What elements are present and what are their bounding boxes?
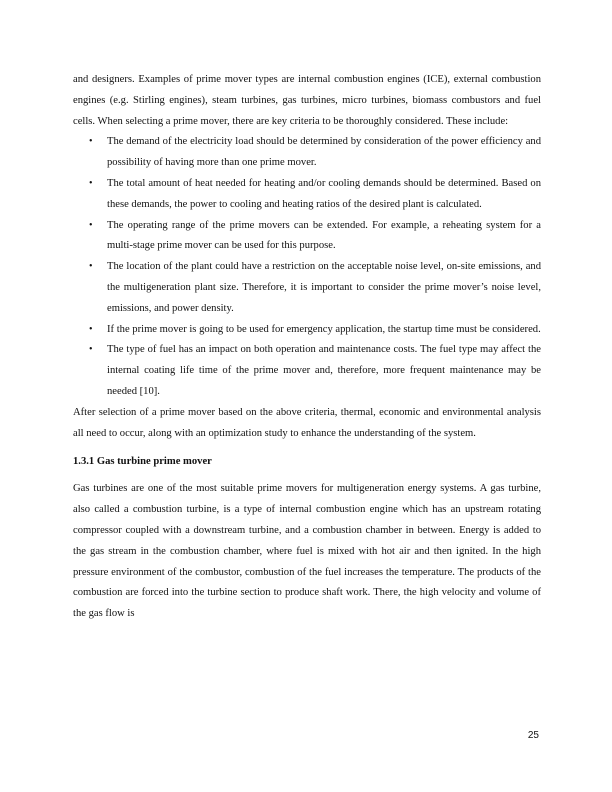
bullet-icon: • [89,323,93,335]
after-selection-paragraph: After selection of a prime mover based on the above criteria, thermal, economic and environmental analysis all need to occur, along with an optimization study to enhance the understanding of the system. [73,406,541,439]
page-number: 25 [527,730,539,741]
bullet-icon: • [89,136,93,148]
bullet-icon: • [89,261,93,273]
section-heading: 1.3.1 Gas turbine prime mover [73,456,212,468]
intro-paragraph: and designers. Examples of prime mover types are internal combustion engines (ICE), external combustion engines (e.g. Stirling engines), steam turbines, gas turbines, micro turbines, biomass combustors and fuel cells. When selecting a prime mover, there are key criteria to be thoroughly considered. These include: [73,74,541,127]
list-item-text: The location of the plant could have a restriction on the acceptable noise level, on-site emissions, and the multigeneration plant size. Therefore, it is important to consider the prime mover’s noise level, emissions, and power density. [107,261,541,314]
list-item [73,132,541,174]
list-item-text: If the prime mover is going to be used for emergency application, the startup time must be considered. [107,323,541,335]
gas-turbine-paragraph: Gas turbines are one of the most suitable prime movers for multigeneration energy systems. A gas turbine, also called a combustion turbine, is a type of internal combustion engine which has an upstream rotating compressor coupled with a downstream turbine, and a combustion chamber in between. Energy is added to the gas stream in the combustion chamber, where fuel is mixed with hot air and then ignited. In the high pressure environment of the combustor, combustion of the fuel increases the temperature. The products of the combustion are forced into the turbine section to produce shaft work. There, the high velocity and volume of the gas flow is [73,483,541,620]
list-item-text: The type of fuel has an impact on both operation and maintenance costs. The fuel type may affect the internal coating life time of the prime mover and, therefore, more frequent maintenance may be needed [10]. [107,344,541,397]
list-item-text: The demand of the electricity load should be determined by consideration of the power efficiency and possibility of having more than one prime mover. [107,136,541,169]
list-item-text: The operating range of the prime movers can be extended. For example, a reheating system for a multi-stage prime mover can be used for this purpose. [107,219,541,252]
list-item [73,320,541,341]
list-item [73,340,541,402]
list-item [73,174,541,216]
bullet-icon: • [89,219,93,231]
bullet-icon: • [89,344,93,356]
list-item [73,216,541,258]
document-page [73,70,541,625]
criteria-list [73,132,541,402]
bullet-icon: • [89,177,93,189]
list-item [73,257,541,319]
list-item-text: The total amount of heat needed for heating and/or cooling demands should be determined. Based on these demands, the power to cooling and heating ratios of the desired plant is calculated. [107,177,541,210]
